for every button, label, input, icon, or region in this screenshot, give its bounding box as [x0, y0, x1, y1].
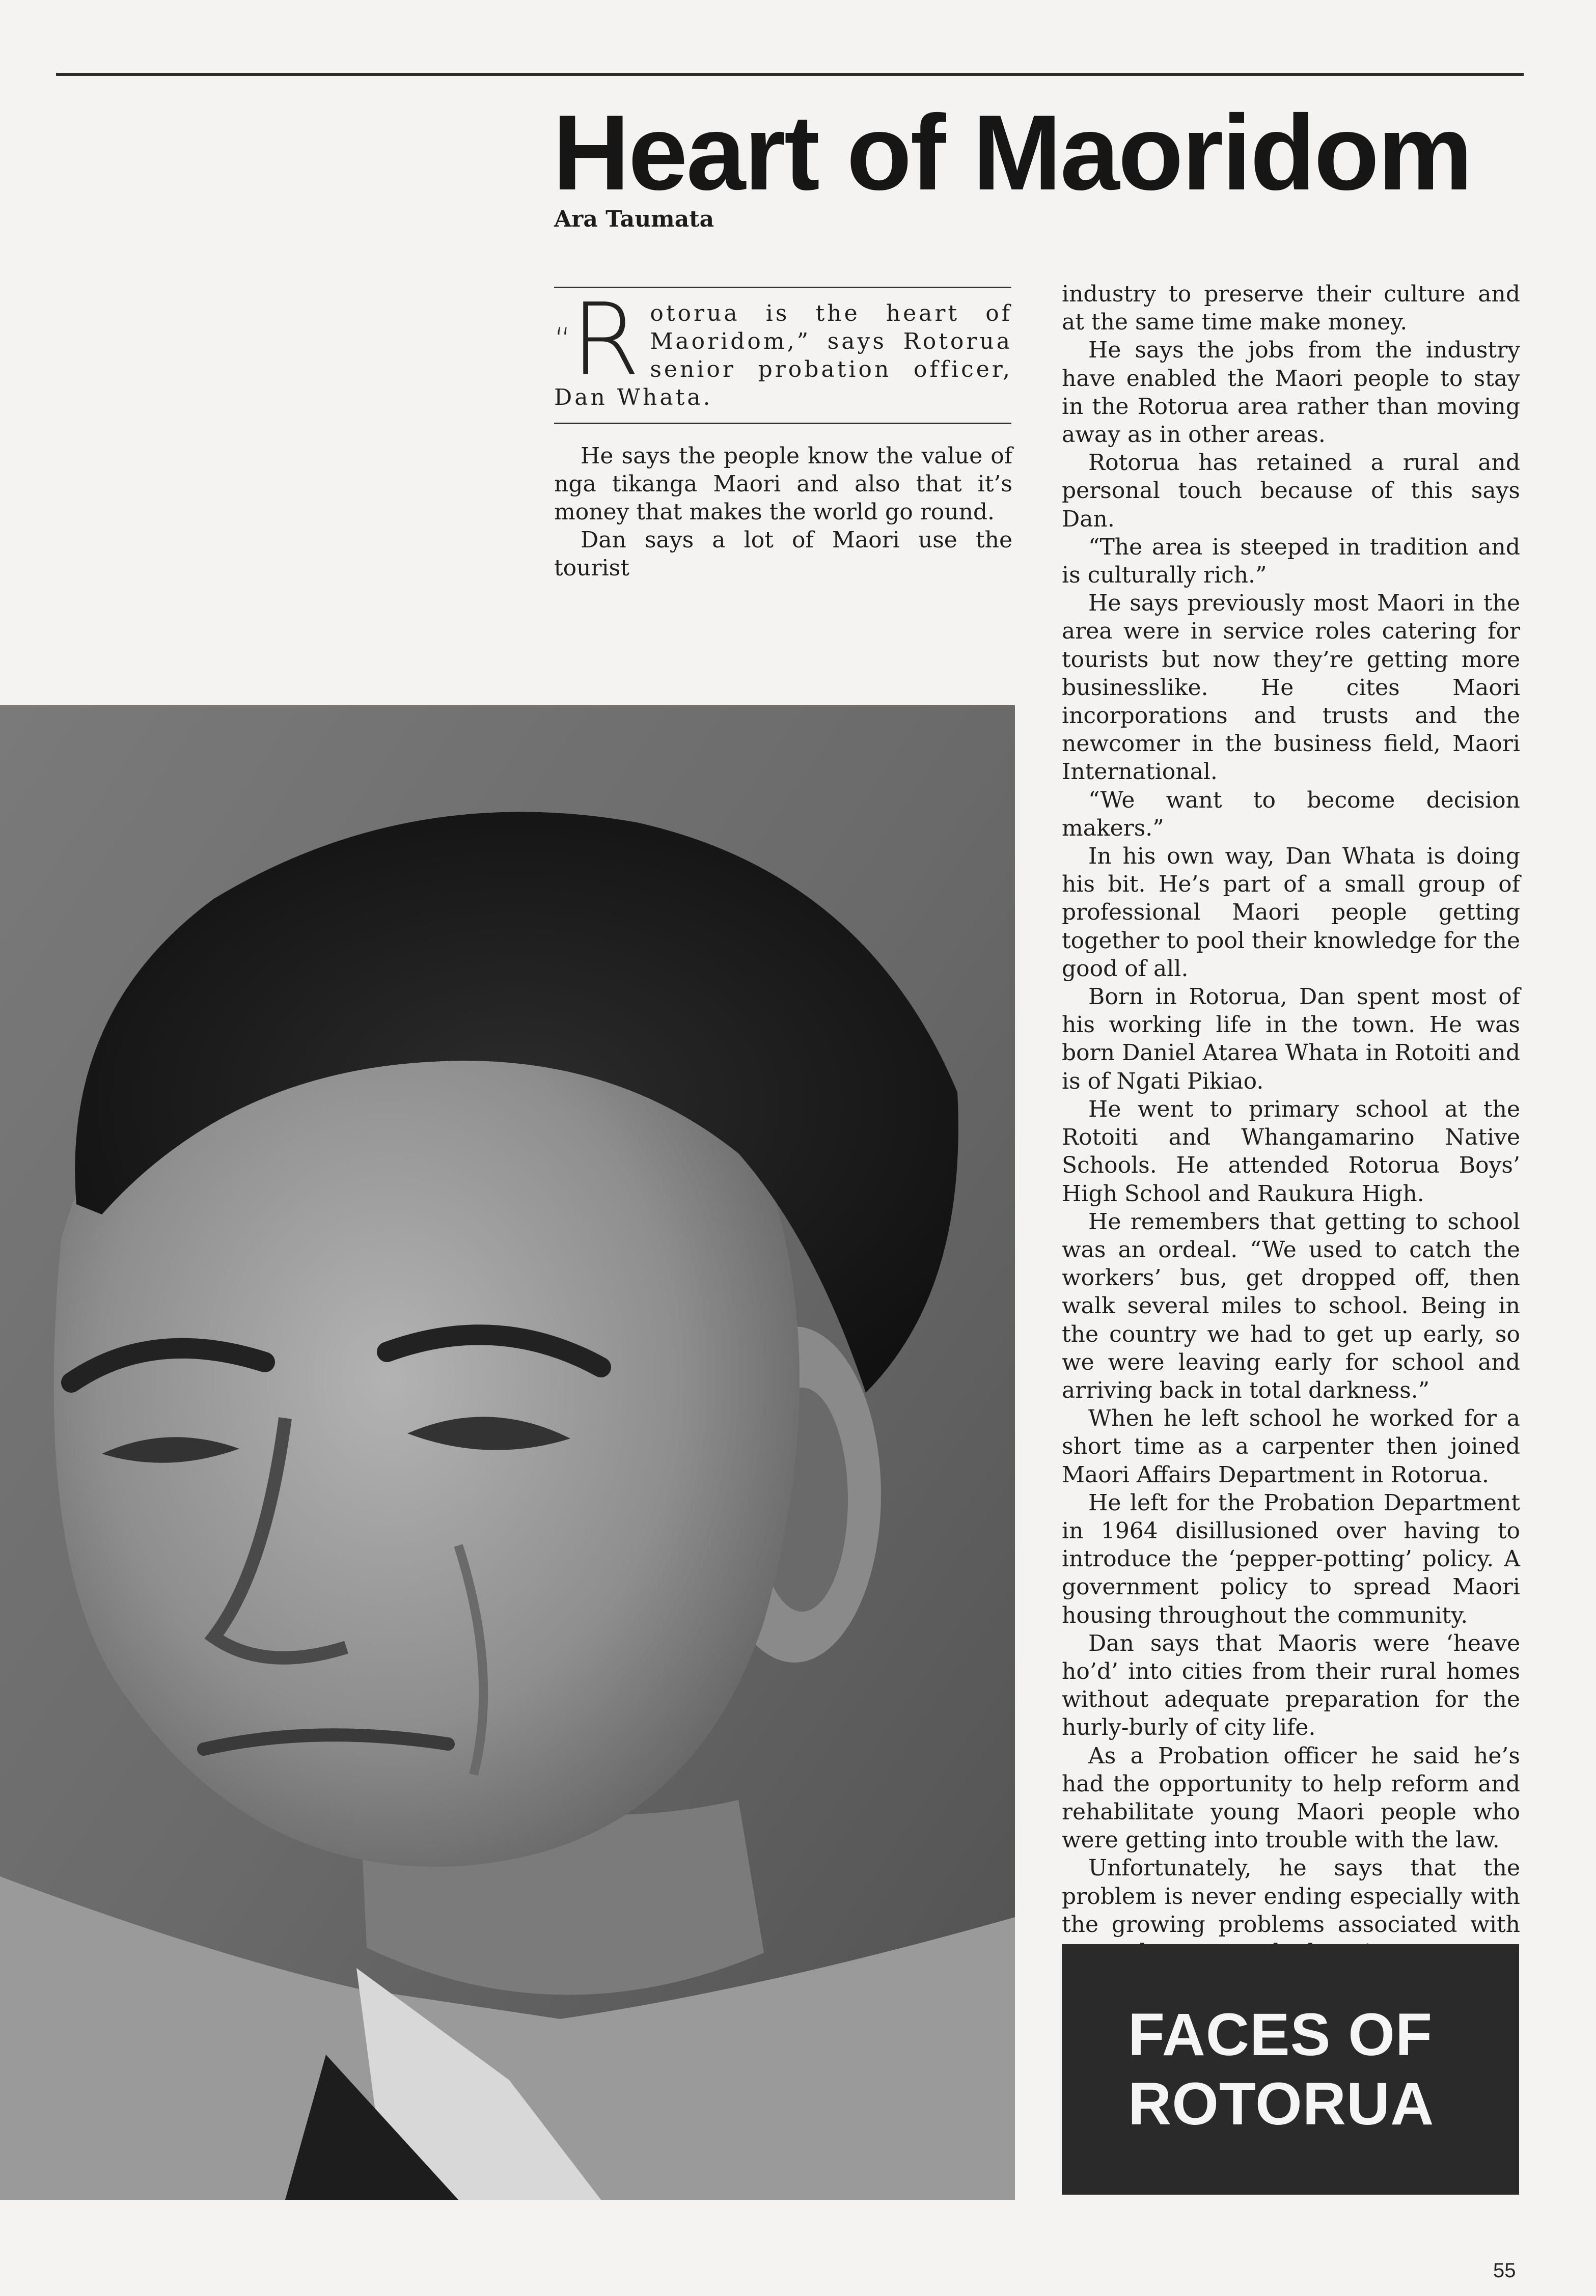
paragraph: “We want to become decision makers.” [1062, 787, 1520, 841]
intro-text: otorua is the heart of Maoridom,” says Rotorua senior probation officer, Dan Whata. [554, 300, 1012, 410]
drop-cap: “R [554, 282, 643, 398]
paragraph: “The area is steeped in tradition and is culturally rich.” [1062, 534, 1520, 589]
paragraph: He remembers that getting to school was an ordeal. “We used to catch the workers’ bus, get dropped off, then walk several miles to school. Being in the country we had to get up early, so we were leaving early for school and arriving back in total darkness.” [1062, 1208, 1520, 1403]
article-title: Heart of Maoridom [553, 93, 1472, 212]
faces-of-rotorua-box [1062, 1944, 1519, 2195]
paragraph: When he left school he worked for a short time as a carpenter then joined Maori Affairs Department in Rotorua. [1062, 1405, 1520, 1488]
paragraph: As a Probation officer he said he’s had the opportunity to help reform and rehabilitate young Maori people who were getting into trouble with the law. [1062, 1742, 1520, 1854]
paragraph: He says the people know the value of nga tikanga Maori and also that it’s money that makes the world go round. [554, 443, 1012, 525]
page-number: 55 [1493, 2259, 1516, 2282]
paragraph: Dan says a lot of Maori use the tourist [554, 527, 1012, 581]
paragraph: industry to preserve their culture and at the same time make money. [1062, 281, 1520, 336]
byline: Ara Taumata [554, 206, 714, 232]
left-column [554, 442, 1012, 582]
paragraph: In his own way, Dan Whata is doing his bit. He’s part of a small group of professional Maori people getting together to pool their knowledge for the good of all. [1062, 843, 1520, 982]
portrait-photo [0, 705, 1015, 2200]
top-rule [56, 73, 1524, 76]
paragraph: Unfortunately, he says that the problem is never ending especially with the growing problems associated with [1062, 1855, 1520, 1938]
right-column [1062, 280, 1520, 1967]
paragraph: He left for the Probation Department in 1964 disillusioned over having to introduce the ‘pepper-potting’ policy. A government policy to spread Maori housing throughout the community. [1062, 1489, 1520, 1628]
intro-bottom-rule [554, 423, 1011, 424]
paragraph: Dan says that Maoris were ‘heave ho’d’ into cities from their rural homes without adequate preparation for the hurly-burly of city life. [1062, 1630, 1520, 1741]
paragraph: He went to primary school at the Rotoiti and Whangamarino Native Schools. He attended Rotorua Boys’ High School and Raukura High. [1062, 1096, 1520, 1207]
intro-paragraph [554, 282, 1012, 411]
paragraph: Rotorua has retained a rural and personal touch because of this says Dan. [1062, 450, 1520, 532]
paragraph: Born in Rotorua, Dan spent most of his working life in the town. He was born Daniel Atarea Whata in Rotoiti and is of Ngati Pikiao. [1062, 984, 1520, 1094]
feature-box-line: FACES OF [1128, 2001, 1433, 2068]
paragraph: He says previously most Maori in the area were in service roles catering for tourists but now they’re getting more businesslike. He cites Maori incorporations and trusts and the newcomer in the business field, Maori International. [1062, 590, 1520, 785]
feature-box-line: ROTORUA [1128, 2070, 1435, 2138]
paragraph: He says the jobs from the industry have enabled the Maori people to stay in the Rotorua area rather than moving away as in other areas. [1062, 337, 1520, 448]
